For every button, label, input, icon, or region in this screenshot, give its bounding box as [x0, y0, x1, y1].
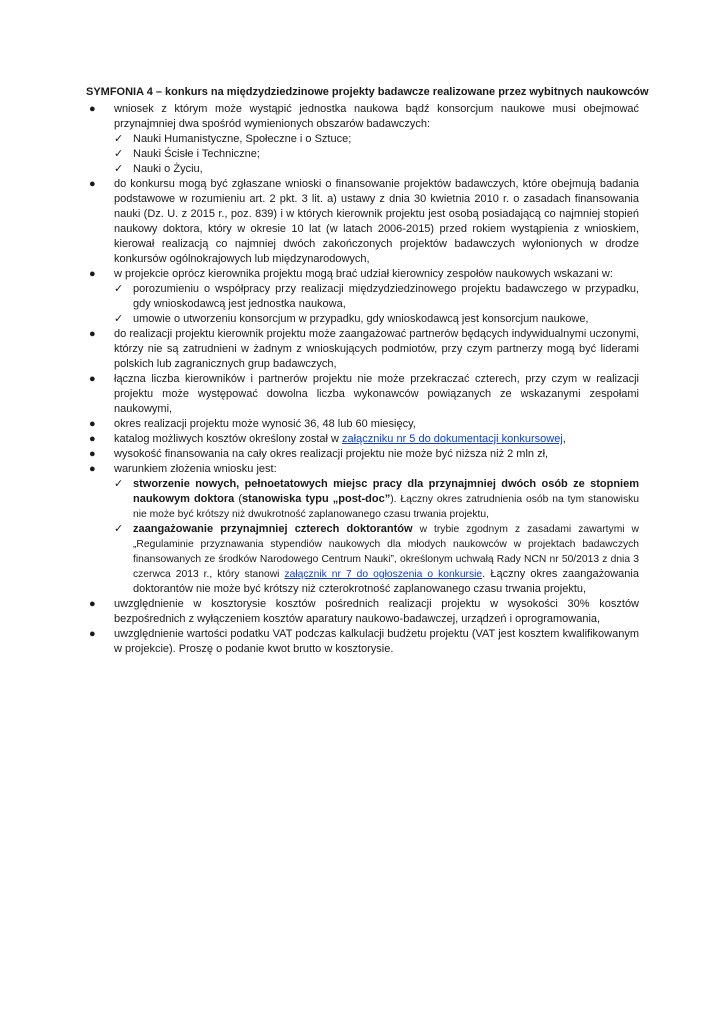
- check-item-text: Nauki o Życiu,: [133, 163, 203, 175]
- check-item-text: ). Łączny okres zatrudnienia osób na tym stanowisku nie może być krótszy niż dwukrotność zaplanowanego czasu trwania projektu,: [133, 494, 639, 520]
- check-item-text: Nauki Humanistyczne, Społeczne i o Sztuce;: [133, 133, 352, 145]
- check-list: [114, 132, 639, 177]
- checkmark-icon: ✓: [114, 523, 124, 535]
- bullet-icon: ●: [89, 373, 96, 385]
- check-item: [114, 162, 639, 177]
- item-text: ,: [562, 433, 566, 445]
- item-text: do realizacji projektu kierownik projektu może zaangażować partnerów będących indywidualnymi uczonymi, którzy nie są zatrudnieni w żadnym z wnioskujących podmiotów, przy czym partnerzy mogą być liderami polskich lub zagranicznych grup badawczych,: [114, 328, 639, 370]
- list-item: [86, 177, 639, 267]
- item-text: katalog możliwych kosztów określony został w: [114, 433, 343, 445]
- list-item: [86, 102, 639, 177]
- item-text: wniosek z którym może wystąpić jednostka naukowa bądź konsorcjum naukowe musi obejmować przynajmniej dwa spośród wymienionych obszarów badawczych:: [114, 103, 639, 130]
- checkmark-icon: ✓: [114, 313, 124, 325]
- item-text: okres realizacji projektu może wynosić 36, 48 lub 60 miesięcy,: [114, 418, 416, 430]
- document-title: SYMFONIA 4 – konkurs na międzydziedzinowe projekty badawcze realizowane przez wybitnych naukowców: [86, 86, 649, 98]
- list-item: [86, 432, 639, 447]
- check-item-text: porozumieniu o współpracy przy realizacji międzydziedzinowego projektu badawczego w przypadku, gdy wnioskodawcą jest jednostka naukowa,: [133, 283, 639, 310]
- list-item: [86, 627, 639, 657]
- check-item: [114, 132, 639, 147]
- bullet-icon: ●: [89, 628, 96, 640]
- check-item-text: . Łączny okres zaangażowania doktorantów nie może być krótszy niż czterokrotność zaplanowanego czasu trwania projektu,: [133, 568, 639, 595]
- bullet-icon: ●: [89, 418, 96, 430]
- check-list: [114, 282, 639, 327]
- check-item: [114, 282, 639, 312]
- checkmark-icon: ✓: [114, 133, 124, 145]
- bullet-icon: ●: [89, 598, 96, 610]
- requirements-list: [86, 102, 639, 657]
- checkmark-icon: ✓: [114, 148, 124, 160]
- check-item: [114, 312, 639, 327]
- check-item-bold: stanowiska typu „post-doc”: [242, 493, 391, 505]
- bullet-icon: ●: [89, 463, 96, 475]
- check-item-text: Nauki Ścisłe i Techniczne;: [133, 148, 260, 160]
- check-item-text: umowie o utworzeniu konsorcjum w przypadku, gdy wnioskodawcą jest konsorcjum naukowe,: [133, 313, 589, 325]
- list-item: [86, 327, 639, 372]
- list-item: [86, 597, 639, 627]
- bullet-icon: ●: [89, 433, 96, 445]
- attachment-5-link[interactable]: załączniku nr 5 do dokumentacji konkursowej: [342, 433, 563, 445]
- bullet-icon: ●: [89, 178, 96, 190]
- item-text: uwzględnienie wartości podatku VAT podczas kalkulacji budżetu projektu (VAT jest kosztem kwalifikowanym w projekcie). Proszę o podanie kwot brutto w kosztorysie.: [114, 628, 639, 655]
- check-item-text: (: [234, 493, 243, 505]
- checkmark-icon: ✓: [114, 163, 124, 175]
- item-text: do konkursu mogą być zgłaszane wnioski o finansowanie projektów badawczych, które obejmują badania podstawowe w rozumieniu art. 2 pkt. 3 lit. a) ustawy z dnia 30 kwietnia 2010 r. o zasadach finansowania nauki (Dz. U. z 2015 r., poz. 839) i w których kierownik projektu jest osobą posiadającą co najmniej stopień naukowy doktora, który w okresie 10 lat (w latach 2006-2015) przed rokiem wystąpienia z wnioskiem, kierował realizacją co najmniej dwóch zakończonych projektów badawczych wyłonionych w drodze konkursów ogólnokrajowych lub międzynarodowych,: [114, 178, 639, 265]
- item-text: uwzględnienie w kosztorysie kosztów pośrednich realizacji projektu w wysokości 30% kosztów bezpośrednich z wyłączeniem kosztów aparatury naukowo-badawczej, urządzeń i oprogramowania,: [114, 598, 639, 625]
- bullet-icon: ●: [89, 448, 96, 460]
- check-item: [114, 477, 639, 522]
- document-page: [86, 85, 649, 657]
- check-item-bold: zaangażowanie przynajmniej czterech doktorantów: [133, 523, 413, 535]
- bullet-icon: ●: [89, 328, 96, 340]
- list-item: [86, 462, 639, 597]
- item-text: w projekcie oprócz kierownika projektu mogą brać udział kierownicy zespołów naukowych wskazani w:: [114, 268, 613, 280]
- item-text: wysokość finansowania na cały okres realizacji projektu nie może być niższa niż 2 mln zł,: [114, 448, 549, 460]
- checkmark-icon: ✓: [114, 478, 124, 490]
- list-item: [86, 267, 639, 327]
- check-item: [114, 147, 639, 162]
- check-item-bold: stworzenie nowych, pełnoetatowych miejsc pracy dla przynajmniej dwóch osób ze stopniem naukowym doktora: [133, 478, 639, 505]
- bullet-icon: ●: [89, 268, 96, 280]
- list-item: [86, 417, 639, 432]
- checkmark-icon: ✓: [114, 283, 124, 295]
- check-list: [114, 477, 639, 597]
- item-text: warunkiem złożenia wniosku jest:: [114, 463, 277, 475]
- check-item-text: w trybie zgodnym z zasadami zawartymi w „Regulaminie przyznawania stypendiów naukowych dla młodych naukowców w projektach badawczych finansowanych ze środków Narodowego Centrum Nauki”, określonym uchwałą Rady NCN nr 50/2013 z dnia 3 czerwca 2013 r., który stanowi: [133, 524, 639, 580]
- list-item: [86, 447, 639, 462]
- bullet-icon: ●: [89, 103, 96, 115]
- item-text: łączna liczba kierowników i partnerów projektu nie może przekraczać czterech, przy czym w realizacji projektu może występować dowolna liczba wykonawców powiązanych ze wskazanymi zespołami naukowymi,: [114, 373, 639, 415]
- attachment-7-link[interactable]: załącznik nr 7 do ogłoszenia o konkursie: [284, 569, 483, 580]
- check-item: [114, 522, 639, 597]
- list-item: [86, 372, 639, 417]
